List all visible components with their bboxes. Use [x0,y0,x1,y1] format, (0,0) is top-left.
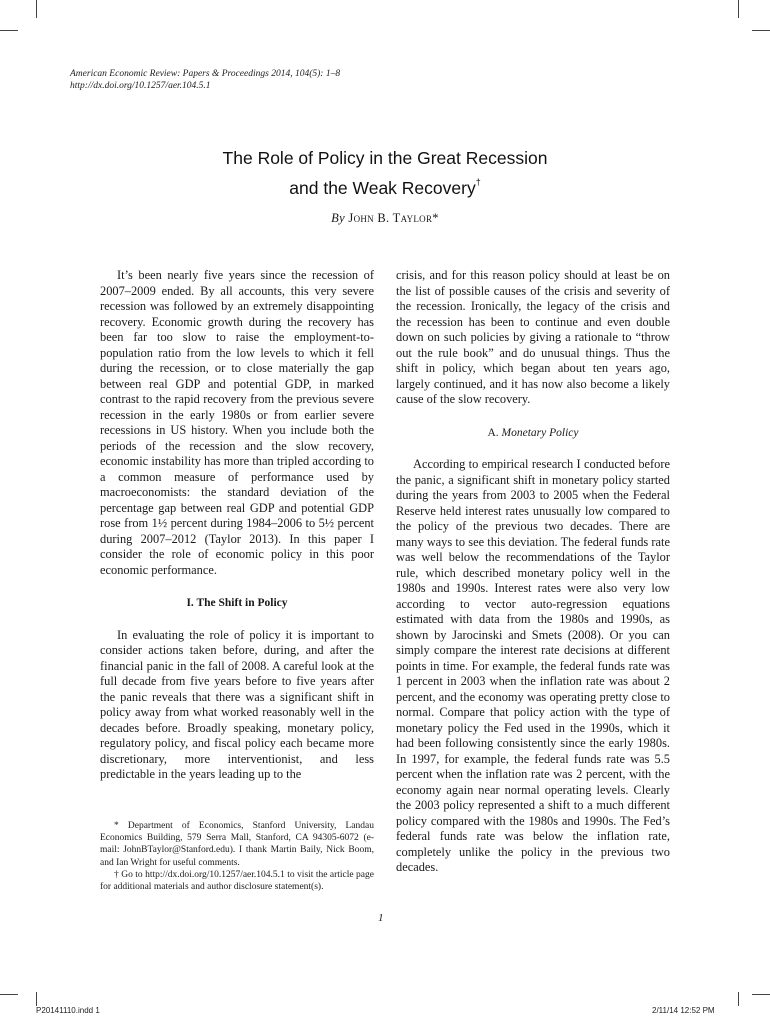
footnotes [100,820,374,893]
crop-mark-top-left [36,0,37,18]
page-number: 1 [378,912,384,924]
crop-mark-top-right [738,0,739,18]
print-slug-file: P20141110.indd 1 [36,1006,100,1015]
crop-mark-bottom-right [738,992,739,1006]
title-line-1: The Role of Policy in the Great Recession [222,148,548,168]
title-line-2: and the Weak Recovery† [289,177,481,198]
crop-mark-left-bottom [0,994,18,995]
crop-mark-left-top [0,30,18,31]
intro-paragraph: It’s been nearly five years since the recession of 2007–2009 ended. By all accounts, this very severe recession was followed by an extremely disappointing recovery. Economic growth during the recovery has been far too slow to raise the employment-to-population ratio from the low levels to which it fell during the recession, or to close materially the gap between real GDP and potential GDP, in marked contrast to the rapid recovery from the previous severe recession in the early 1980s or from earlier severe recessions in US history. When you include both the periods of the recession and the slow recovery, economic instability has more than tripled according to a common measure of performance used by macroeconomists: the standard deviation of the percentage gap between real GDP and potential GDP rose from 1½ percent during 1984–2006 to 5½ percent during 2007–2012 (Taylor 2013). In this paper I consider the role of economic policy in this poor economic performance. [100,268,374,577]
right-column [396,268,670,876]
print-slug-date: 2/11/14 12:52 PM [652,1006,715,1015]
byline-by: By [331,211,345,225]
journal-citation: American Economic Review: Papers & Proceedings 2014, 104(5): 1–8 [70,69,341,79]
continuation-paragraph: crisis, and for this reason policy should at least be on the list of possible causes of the crisis and severity of the recession. Ironically, the legacy of the crisis and the recession has been to continue and even double down on such policies by giving a rationale to “throw out the rule book” and do unusual things. Thus the shift in policy, which began about ten years ago, largely continued, and it has now also become a likely cause of the slow recovery. [396,268,670,406]
title-dagger: † [475,177,481,187]
journal-header [70,68,340,92]
monetary-policy-paragraph: According to empirical research I conducted before the panic, a significant shift in monetary policy started during the years from 2003 to 2005 when the Federal Reserve held interest rates unusually low compared to the policy of the previous two decades. There are many ways to see this deviation. The federal funds rate was well below the recommendations of the Taylor rule, which described monetary policy well in the 1980s and 1990s. Interest rates were also very low according to vector auto-regression equations estimated with data from the 1980s and 1990s, as shown by Jarocinski and Smets (2008). Or you can simply compare the interest rate decisions at different points in time. For example, the federal funds rate was 1 percent in 2003 when the inflation rate was about 2 percent, and the economy was operating pretty close to normal. Compare that policy action with the type of monetary policy the Fed used in the 1990s, which it had been following consistently since the early 1980s. In 1997, for example, the federal funds rate was 5.5 percent when the inflation rate was 2 percent, with the economy again near normal operating levels. Clearly the 2003 policy represented a shift to a much different policy compared with the 1980s and 1990s. The Fed’s federal funds rate was below the inflation rate, completely unlike the policy in the previous two decades. [396,457,670,874]
section-heading: I. The Shift in Policy [186,597,288,609]
crop-mark-bottom-left [36,992,37,1006]
journal-doi: http://dx.doi.org/10.1257/aer.104.5.1 [70,81,211,91]
author-name: John B. Taylor* [348,211,439,225]
section-paragraph: In evaluating the role of policy it is important to consider actions taken before, during, and after the financial panic in the fall of 2008. A careful look at the full decade from five years before to five years after the panic reveals that there was a significant shift in policy away from what worked reasonably well in the decades before. Broadly speaking, monetary policy, regulatory policy, and fiscal policy each became more discretionary, more interventionist, and less predictable in the years leading up to the [100,627,374,781]
crop-mark-right-top [752,30,770,31]
left-column [100,268,374,783]
subsection-heading: A. Monetary Policy [487,426,579,439]
article-title [0,146,770,200]
footnote-doi: † Go to http://dx.doi.org/10.1257/aer.104.5.1 to visit the article page for additional materials and author disclosure statement(s). [100,869,374,893]
byline [0,211,770,226]
footnote-affiliation: * Department of Economics, Stanford University, Landau Economics Building, 579 Serra Mall, Stanford, CA 94305-6072 (e-mail: JohnBTaylor@Stanford.edu). I thank Martin Baily, Nick Boom, and Ian Wright for useful comments. [100,821,374,868]
crop-mark-right-bottom [752,994,770,995]
